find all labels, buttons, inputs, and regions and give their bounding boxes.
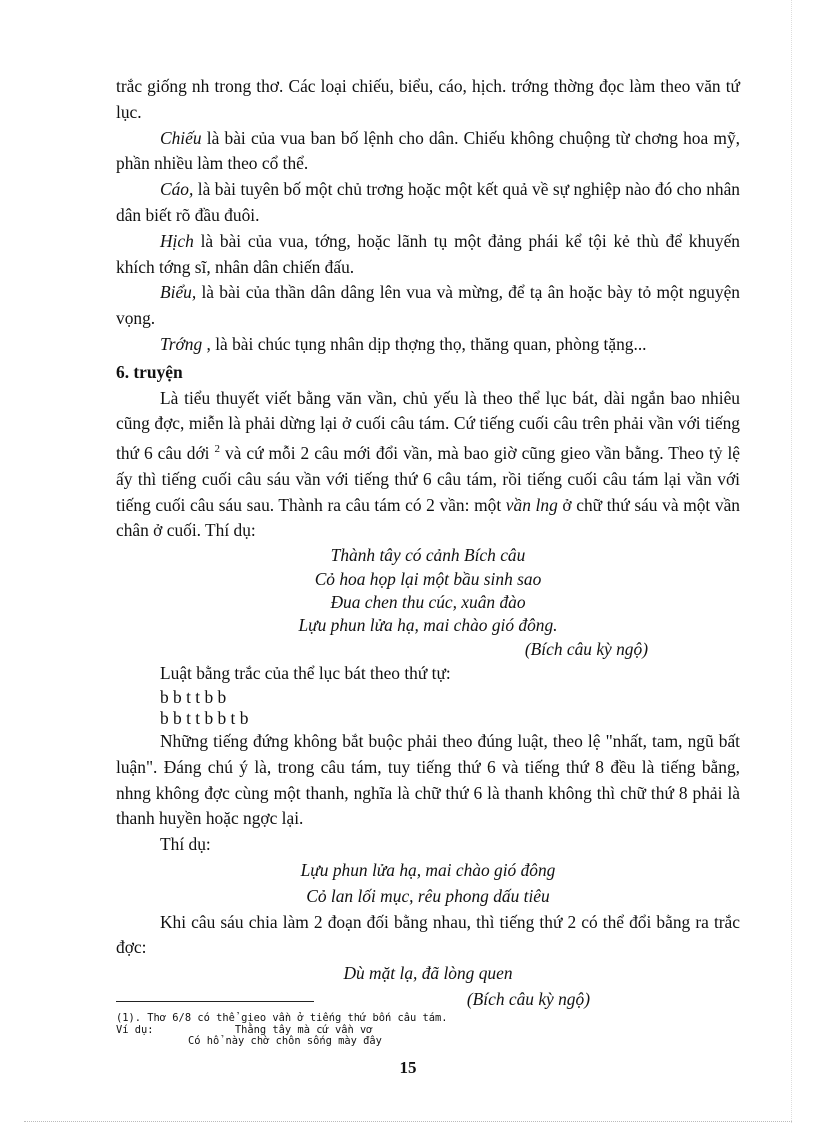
page-border-right bbox=[791, 0, 792, 1123]
poem-line: Đua chen thu cúc, xuân đào bbox=[330, 591, 526, 612]
footnote-line: (1). Thơ 6/8 có thể gieo vần ở tiếng thứ bốn câu tám. bbox=[116, 1012, 448, 1024]
poem-line: Thành tây có cảnh Bích câu bbox=[330, 545, 526, 566]
text-hich: là bài của vua, tớng, hoặc lãnh tụ một đảng phái kể tội kẻ thù để khuyến khích tớng sĩ, nhân dân chiến đấu. bbox=[116, 230, 740, 277]
body-text bbox=[116, 74, 740, 1013]
paragraph-bieu bbox=[116, 280, 740, 332]
paragraph-truong bbox=[116, 332, 740, 358]
footnote-example-text: Thằng tây mà cứ vần vơ bbox=[234, 1023, 373, 1036]
text-truyen-1: Là tiểu thuyết viết bằng văn vần, chủ yếu là theo thể lục bát, dài ngắn bao nhiêu cũng đợc, miễn là phải dừng lại ở cuối câu tám. Cứ tiếng cuối câu trên phải vần với tiếng thứ 6 câu dới bbox=[116, 387, 740, 463]
text-cao: là bài tuyên bố một chủ trơng hoặc một kết quả về sự nghiệp nào đó cho nhân dân biết rõ đầu đuôi. bbox=[116, 179, 740, 225]
paragraph-chieu bbox=[116, 126, 740, 178]
page-number: 15 bbox=[399, 1058, 417, 1077]
example-label: Thí dụ: bbox=[160, 834, 211, 855]
section-heading: 6. truyện bbox=[116, 361, 183, 382]
term-hich: Hịch bbox=[160, 230, 194, 251]
footnotes bbox=[116, 1013, 448, 1048]
poem-line: Dù mặt lạ, đã lòng quen bbox=[343, 963, 513, 984]
term-cao: Cáo, bbox=[160, 179, 194, 200]
text-truong: , là bài chúc tụng nhân dịp thợng thọ, thăng quan, phòng tặng... bbox=[202, 333, 647, 354]
poem-line: Cỏ lan lối mục, rêu phong dấu tiêu bbox=[306, 885, 550, 906]
paragraph-truyen bbox=[116, 386, 740, 545]
term-truong: Trớng bbox=[160, 333, 203, 354]
text-truyen-2: và cứ mỗi 2 câu mới đổi vần, mà bao giờ cũng gieo vần bằng. Theo tỷ lệ ấy thì tiếng cuối câu sáu vần với tiếng thứ 6 câu tám, rồi tiếng cuối câu tám lại vần với tiếng cuối câu sáu sau. Thành ra câu tám có 2 vần: một bbox=[116, 442, 741, 515]
text-truyen-3: ở chữ thứ sáu và một vần chân ở cuối. Thí dụ: bbox=[116, 494, 740, 541]
paragraph-khi: Khi câu sáu chia làm 2 đoạn đối bằng nhau, thì tiếng thứ 2 có thể đổi bằng ra trắc đợc: bbox=[116, 911, 740, 958]
poem-line: Cỏ hoa họp lại một bầu sinh sao bbox=[314, 568, 542, 589]
term-bieu: Biểu, bbox=[160, 282, 197, 303]
footnote-line: Có hổ này chờ chôn sống mày đây bbox=[188, 1035, 382, 1048]
poem-source: (Bích câu kỳ ngộ) bbox=[524, 638, 648, 659]
poem-bich-cau bbox=[116, 544, 740, 661]
poem-short bbox=[116, 961, 740, 1013]
text-chieu: là bài của vua ban bố lệnh cho dân. Chiếu không chuộng từ chơng hoa mỹ, phần nhiều làm theo cổ thể. bbox=[116, 127, 740, 174]
paragraph-hich bbox=[116, 229, 740, 281]
term-van-lung: vần lng bbox=[505, 494, 558, 515]
poem-line: Lựu phun lửa hạ, mai chào gió đông. bbox=[298, 615, 558, 636]
page-border-bottom bbox=[24, 1121, 792, 1122]
poem-example bbox=[116, 858, 740, 910]
paragraph-intro: trắc giống nh trong thơ. Các loại chiếu, biểu, cáo, hịch. trớng thờng đọc làm theo văn tứ lục. bbox=[116, 76, 740, 122]
paragraph-luat: Những tiếng đứng không bắt buộc phải theo đúng luật, theo lệ "nhất, tam, ngũ bất luận". Đáng chú ý là, trong câu tám, tuy tiếng thứ 6 và tiếng thứ 8 đều là tiếng bằng, nhng không đợc cùng một thanh, nghĩa là chữ thứ 6 là thanh không thì chữ thứ 8 phải là thanh huyền hoặc ngợc lại. bbox=[116, 730, 740, 829]
rules-intro: Luật bằng trắc của thể lục bát theo thứ tự: bbox=[160, 663, 451, 684]
term-chieu: Chiếu bbox=[160, 127, 202, 148]
text-bieu: là bài của thần dân dâng lên vua và mừng, để tạ ân hoặc bày tỏ một nguyện vọng. bbox=[116, 282, 740, 329]
footnote-example-label: Ví dụ: bbox=[116, 1023, 154, 1036]
rule-line-2: b b t t b b t b bbox=[160, 707, 249, 728]
footnote-ref: 2 bbox=[214, 443, 220, 456]
paragraph-cao bbox=[116, 177, 740, 229]
poem-line: Lựu phun lửa hạ, mai chào gió đông bbox=[300, 859, 556, 880]
footnote-separator bbox=[116, 1001, 314, 1002]
rule-line-1: b b t t b b bbox=[160, 686, 227, 707]
poem-source: (Bích câu kỳ ngộ) bbox=[466, 988, 590, 1009]
